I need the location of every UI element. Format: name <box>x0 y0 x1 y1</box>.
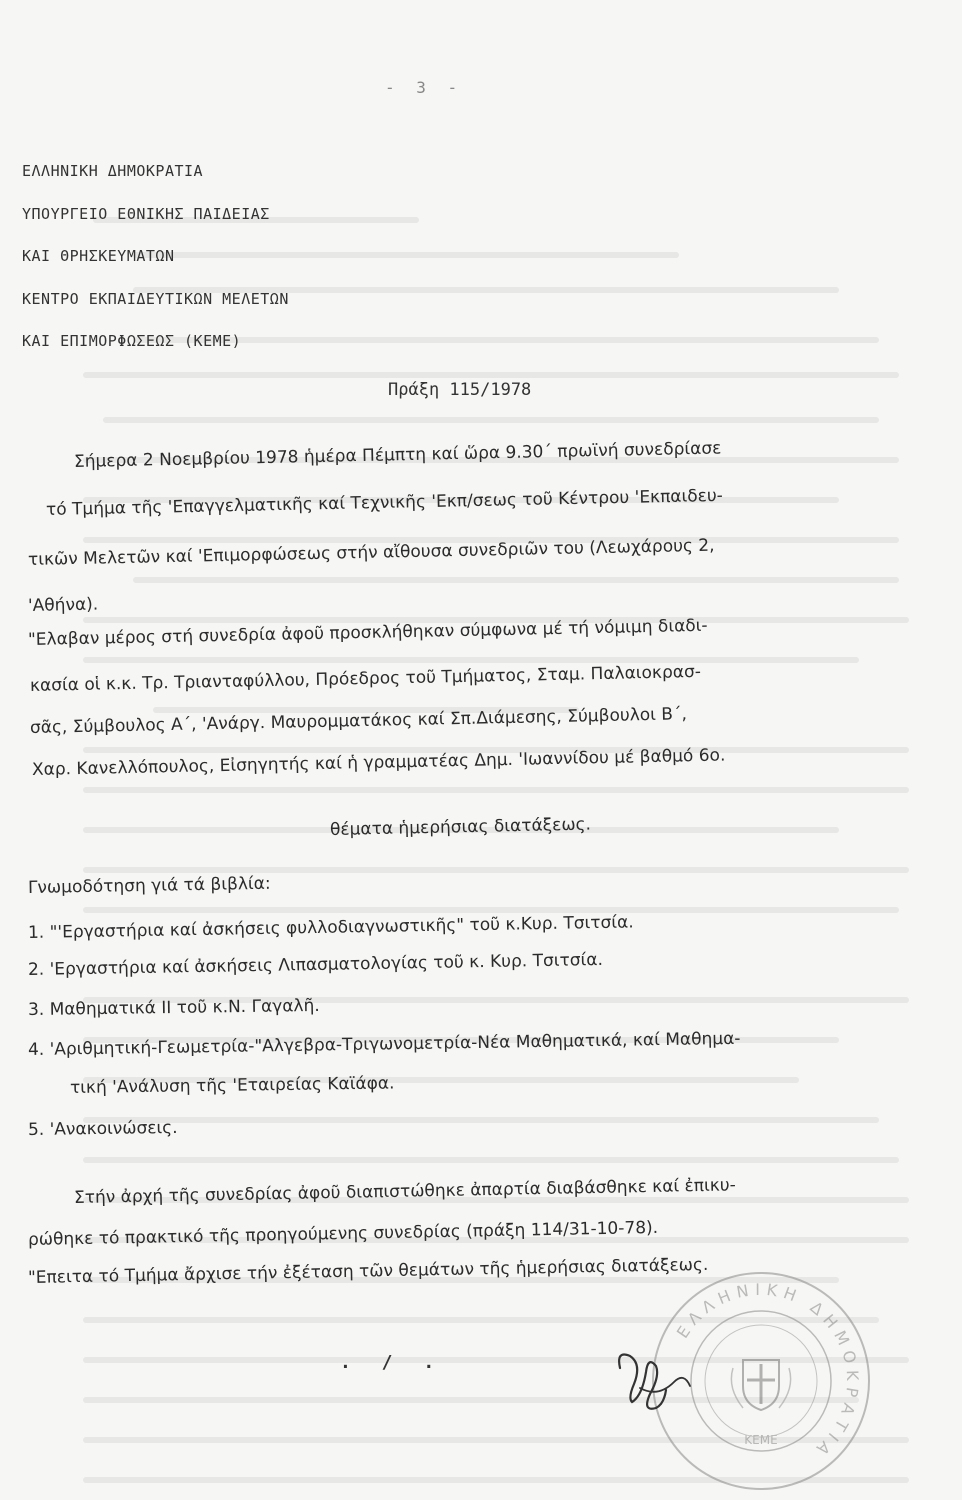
intro-line: "Ελαβαν μέρος στή συνεδρία ἀφοῦ προσκλήθηκαν σύμφωνα μέ τή νόμιμη διαδι- <box>27 615 708 650</box>
agenda-item: 5. 'Ανακοινώσεις. <box>27 1117 178 1140</box>
intro-line: 'Αθήνα). <box>27 594 99 616</box>
coat-of-arms-icon <box>731 1360 790 1410</box>
agenda-item: 1. "'Εργαστήρια καί ἀσκήσεις φυλλοδιαγνωστικῆς" τοῦ κ.Κυρ. Τσιτσία. <box>27 912 634 943</box>
closing-line: "Επειτα τό Τμήμα ἄρχισε τήν ἐξέταση τῶν θεμάτων τῆς ἡμερήσιας διατάξεως. <box>27 1254 709 1288</box>
continuation-mark: . / . <box>340 1352 445 1373</box>
letterhead-line: ΚΑΙ ΕΠΙΜΟΡΦΩΣΕΩΣ (ΚΕΜΕ) <box>22 332 242 350</box>
agenda-item: 3. Μαθηματικά ΙΙ τοῦ κ.Ν. Γαγαλῆ. <box>27 995 320 1020</box>
agenda-item: 2. 'Εργαστήρια καί ἀσκήσεις Λιπασματολογίας τοῦ κ. Κυρ. Τσιτσία. <box>27 949 604 980</box>
intro-line: κασία οἱ κ.κ. Τρ. Τριανταφύλλου, Πρόεδρος τοῦ Τμήματος, Σταμ. Παλαιοκρασ- <box>29 661 702 696</box>
intro-line: Χαρ. Κανελλόπουλος, Εἰσηγητής καί ἡ γραμματέας Δημ. 'Ιωαννίδου μέ βαθμό 6ο. <box>31 745 726 780</box>
intro-line: Σήμερα 2 Νοεμβρίου 1978 ἡμέρα Πέμπτη καί ὥρα 9.30΄ πρωϊνή συνεδρίασε <box>73 438 722 472</box>
closing-line: Στήν ἀρχή τῆς συνεδρίας ἀφοῦ διαπιστώθηκε ἀπαρτία διαβάσθηκε καί ἐπικυ- <box>73 1175 736 1208</box>
stamp-ring-text: ΕΛΛΗΝΙΚΗ ΔΗΜΟΚΡΑΤΙΑ <box>672 1279 863 1463</box>
agenda-heading: Γνωμοδότηση γιά τά βιβλία: <box>27 873 271 898</box>
intro-line: σᾶς, Σύμβουλος Α΄, 'Ανάργ. Μαυρομματάκος καί Σπ.Διάμεσης, Σύμβουλοι Β΄, <box>29 704 688 738</box>
letterhead-line: ΕΛΛΗΝΙΚΗ ΔΗΜΟΚΡΑΤΙΑ <box>22 162 204 180</box>
page-number-mark: - 3 - <box>385 78 464 97</box>
act-number: Πράξη 115/1978 <box>388 380 532 400</box>
handwritten-signature <box>600 1328 710 1428</box>
letterhead-line: ΥΠΟΥΡΓΕΙΟ ΕΘΝΙΚΗΣ ΠΑΙΔΕΙΑΣ <box>22 204 270 223</box>
agenda-title: θέματα ἡμερήσιας διατάξεως. <box>329 814 592 840</box>
letterhead-line: ΚΕΝΤΡΟ ΕΚΠΑΙΔΕΥΤΙΚΩΝ ΜΕΛΕΤΩΝ <box>22 289 289 308</box>
agenda-item: 4. 'Αριθμητική-Γεωμετρία-"Αλγεβρα-Τριγωνομετρία-Νέα Μαθηματικά, καί Μαθημα- <box>27 1028 741 1060</box>
intro-line: τικῶν Μελετῶν καί 'Επιμορφώσεως στήν αἴθουσα συνεδριῶν του (Λεωχάρους 2, <box>27 535 715 570</box>
agenda-item: τική 'Ανάλυση τῆς 'Εταιρείας Καϊάφα. <box>69 1073 395 1098</box>
stamp-inner-text: ΚΕΜΕ <box>744 1433 778 1447</box>
closing-line: ρώθηκε τό πρακτικό τῆς προηγούμενης συνεδρίας (πράξη 114/31-10-78). <box>27 1217 659 1250</box>
intro-line: τό Τμήμα τῆς 'Επαγγελματικῆς καί Τεχνικῆς 'Εκπ/σεως τοῦ Κέντρου 'Εκπαιδευ- <box>45 485 724 520</box>
letterhead <box>22 150 289 363</box>
letterhead-line: ΚΑΙ ΘΡΗΣΚΕΥΜΑΤΩΝ <box>22 247 175 265</box>
